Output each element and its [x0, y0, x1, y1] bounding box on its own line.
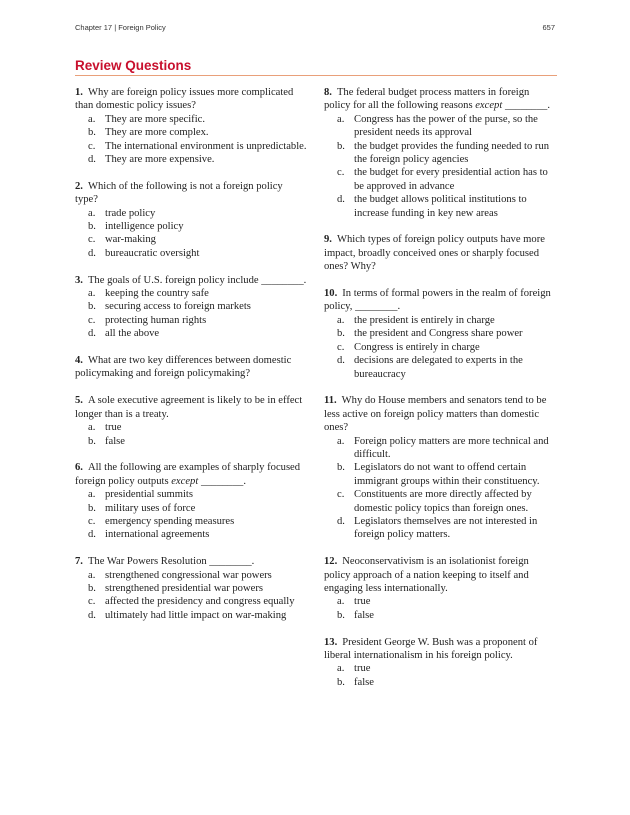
option-text: true: [105, 422, 122, 434]
option-letter: d.: [88, 328, 96, 340]
option-text: war-making: [105, 234, 156, 246]
question-number: 10.: [324, 288, 338, 300]
answer-option: [324, 354, 556, 381]
answer-option: [324, 193, 556, 220]
answer-options: [75, 421, 307, 448]
question-number: 1.: [75, 87, 83, 98]
answer-option: [75, 421, 307, 434]
option-letter: d.: [337, 515, 345, 527]
option-letter: d.: [88, 247, 96, 259]
answer-options: [75, 488, 307, 542]
option-text: affected the presidency and congress equally: [105, 596, 295, 608]
option-text: Constituents are more directly affected by domestic policy topics than foreign ones.: [354, 489, 532, 514]
question-number: 7.: [75, 556, 83, 568]
answer-option: [75, 220, 307, 233]
option-letter: b.: [337, 609, 345, 621]
answer-option: [75, 233, 307, 246]
option-text: They are more expensive.: [105, 154, 215, 166]
option-text: keeping the country safe: [105, 288, 209, 300]
answer-option: [75, 207, 307, 220]
answer-options: [324, 113, 556, 220]
question-stem: [75, 555, 307, 568]
option-text: all the above: [105, 328, 160, 340]
running-header-chapter: Chapter 17 | Foreign Policy: [75, 23, 166, 32]
option-text: They are more specific.: [105, 113, 205, 125]
answer-option: [324, 515, 556, 542]
section-title: Review Questions: [75, 58, 192, 73]
option-text: strengthened presidential war powers: [105, 582, 263, 594]
answer-options: [324, 435, 556, 542]
option-text: Congress is entirely in charge: [354, 341, 480, 353]
option-text: Legislators do not want to offend certain immigrant groups within their constituency.: [354, 462, 540, 487]
option-letter: c.: [337, 167, 345, 179]
answer-option: [75, 300, 307, 313]
answer-options: [75, 113, 307, 167]
option-letter: a.: [88, 113, 96, 125]
answer-option: [324, 435, 556, 462]
option-text: intelligence policy: [105, 221, 184, 233]
question-stem: [324, 233, 556, 273]
question-number: 5.: [75, 395, 83, 407]
answer-options: [324, 595, 556, 622]
question-blank: ________.: [198, 475, 246, 487]
question-item: [324, 86, 556, 220]
question-stem: [324, 636, 556, 663]
question-number: 11.: [324, 395, 337, 407]
option-text: the budget provides the funding needed to run the foreign policy agencies: [354, 140, 550, 166]
question-item: [75, 86, 307, 166]
question-number: 4.: [75, 355, 83, 367]
question-emphasis: except: [475, 100, 503, 112]
option-text: bureaucratic oversight: [105, 247, 200, 259]
option-text: ultimately had little impact on war-making: [105, 609, 287, 621]
question-number: 8.: [324, 87, 332, 98]
answer-option: [75, 435, 307, 448]
page-number: 657: [542, 23, 555, 32]
answer-option: [75, 502, 307, 515]
answer-option: [75, 609, 307, 622]
question-text: The federal budget process matters in foreign policy for all the following reasons: [324, 87, 530, 112]
right-column: [324, 86, 556, 703]
option-text: trade policy: [105, 207, 156, 219]
answer-options: [324, 314, 556, 381]
option-text: the president and Congress share power: [354, 328, 523, 340]
question-stem: [75, 180, 307, 207]
option-text: Legislators themselves are not interested in foreign policy matters.: [354, 515, 538, 541]
answer-option: [75, 126, 307, 139]
question-item: [324, 394, 556, 541]
question-number: 2.: [75, 180, 83, 192]
answer-option: [324, 609, 556, 622]
question-stem: [75, 274, 307, 287]
answer-option: [324, 461, 556, 488]
option-text: protecting human rights: [105, 314, 207, 326]
answer-option: [324, 488, 556, 515]
option-text: strengthened congressional war powers: [105, 569, 272, 581]
option-letter: c.: [88, 140, 96, 152]
question-text: Why are foreign policy issues more complicated than domestic policy issues?: [75, 87, 294, 112]
question-text: Which types of foreign policy outputs have more impact, broadly conceived ones or sharply focused ones? Why?: [324, 234, 545, 273]
question-item: [324, 233, 556, 273]
option-letter: a.: [88, 422, 96, 434]
answer-option: [75, 140, 307, 153]
question-item: [75, 274, 307, 341]
option-letter: c.: [88, 515, 96, 527]
option-text: true: [354, 596, 371, 608]
question-item: [75, 394, 307, 448]
option-letter: a.: [337, 663, 345, 675]
answer-option: [75, 569, 307, 582]
left-column: [75, 86, 307, 636]
option-letter: d.: [337, 194, 345, 206]
answer-option: [75, 314, 307, 327]
option-letter: a.: [88, 489, 96, 501]
answer-option: [324, 166, 556, 193]
answer-option: [75, 247, 307, 260]
answer-options: [75, 569, 307, 623]
option-letter: b.: [337, 328, 345, 340]
question-text: The goals of U.S. foreign policy include ________.: [87, 274, 307, 286]
question-stem: [75, 461, 307, 488]
option-letter: d.: [88, 609, 96, 621]
answer-option: [75, 327, 307, 340]
question-text: All the following are examples of sharply focused foreign policy outputs: [75, 462, 301, 487]
question-text: President George W. Bush was a proponent of liberal internationalism in his foreign policy.: [324, 636, 538, 661]
question-stem: [75, 354, 307, 381]
option-letter: b.: [88, 221, 96, 233]
option-text: Foreign policy matters are more technical and difficult.: [354, 435, 549, 460]
option-text: emergency spending measures: [105, 515, 235, 527]
answer-options: [75, 287, 307, 341]
question-number: 3.: [75, 274, 83, 286]
option-letter: b.: [337, 140, 345, 152]
answer-option: [324, 676, 556, 689]
option-letter: b.: [337, 462, 345, 474]
option-letter: d.: [88, 529, 96, 541]
answer-option: [75, 287, 307, 300]
question-number: 9.: [324, 234, 332, 246]
option-text: true: [354, 663, 371, 675]
option-text: They are more complex.: [105, 127, 209, 139]
option-letter: a.: [88, 288, 96, 300]
option-text: false: [105, 435, 125, 447]
option-letter: b.: [88, 435, 96, 447]
answer-option: [75, 515, 307, 528]
option-text: The international environment is unpredictable.: [105, 140, 307, 152]
answer-option: [75, 528, 307, 541]
option-letter: a.: [337, 435, 345, 447]
question-stem: [324, 555, 556, 595]
option-letter: d.: [88, 154, 96, 166]
answer-options: [324, 662, 556, 689]
question-text: Why do House members and senators tend to be less active on foreign policy matters than domestic ones?: [324, 395, 547, 434]
option-letter: d.: [337, 355, 345, 367]
option-text: decisions are delegated to experts in the bureaucracy: [354, 355, 523, 380]
option-text: presidential summits: [105, 489, 193, 501]
question-stem: [324, 287, 556, 314]
option-letter: b.: [88, 582, 96, 594]
answer-options: [75, 207, 307, 261]
question-item: [324, 555, 556, 622]
option-letter: b.: [88, 502, 96, 514]
option-text: securing access to foreign markets: [105, 301, 251, 313]
option-letter: c.: [88, 596, 96, 608]
option-letter: c.: [337, 341, 345, 353]
option-text: the president is entirely in charge: [354, 314, 495, 326]
answer-option: [75, 488, 307, 501]
question-stem: [324, 86, 556, 113]
question-text: The War Powers Resolution ________.: [87, 556, 255, 568]
option-text: military uses of force: [105, 502, 196, 514]
question-item: [75, 555, 307, 622]
answer-option: [324, 595, 556, 608]
answer-option: [324, 140, 556, 167]
question-number: 13.: [324, 636, 338, 648]
question-item: [75, 354, 307, 381]
option-letter: b.: [337, 676, 345, 688]
option-letter: a.: [88, 207, 96, 219]
question-text: Which of the following is not a foreign policy type?: [75, 180, 283, 206]
question-number: 12.: [324, 556, 338, 568]
question-text: Neoconservativism is an isolationist foreign policy approach of a nation keeping to itself and engaging less internationally.: [324, 556, 529, 594]
option-letter: a.: [88, 569, 96, 581]
option-letter: a.: [337, 596, 345, 608]
answer-option: [324, 341, 556, 354]
question-text: A sole executive agreement is likely to be in effect longer than is a treaty.: [75, 395, 303, 420]
option-letter: a.: [337, 314, 345, 326]
question-text: In terms of formal powers in the realm of foreign policy, ________.: [324, 288, 551, 313]
question-stem: [324, 394, 556, 434]
option-text: international agreements: [105, 529, 210, 541]
answer-option: [75, 595, 307, 608]
option-letter: b.: [88, 301, 96, 313]
question-item: [324, 636, 556, 690]
question-item: [324, 287, 556, 381]
answer-option: [75, 153, 307, 166]
answer-option: [324, 314, 556, 327]
option-letter: b.: [88, 127, 96, 139]
question-item: [75, 180, 307, 260]
answer-option: [324, 662, 556, 675]
question-number: 6.: [75, 462, 83, 474]
option-letter: c.: [88, 234, 96, 246]
answer-option: [75, 113, 307, 126]
option-letter: a.: [337, 113, 345, 125]
answer-option: [75, 582, 307, 595]
option-text: the budget for every presidential action has to be approved in advance: [354, 167, 548, 192]
option-text: false: [354, 609, 374, 621]
answer-option: [324, 327, 556, 340]
option-letter: c.: [337, 489, 345, 501]
question-stem: [75, 394, 307, 421]
option-letter: c.: [88, 314, 96, 326]
title-divider: [75, 75, 557, 76]
question-blank: ________.: [502, 100, 550, 112]
option-text: false: [354, 676, 374, 688]
option-text: the budget allows political institutions to increase funding in key new areas: [354, 194, 527, 219]
question-text: What are two key differences between domestic policymaking and foreign policymaking?: [75, 355, 292, 380]
question-emphasis: except: [171, 475, 199, 487]
answer-option: [324, 113, 556, 140]
question-stem: [75, 86, 307, 113]
question-item: [75, 461, 307, 541]
option-text: Congress has the power of the purse, so the president needs its approval: [354, 113, 538, 139]
